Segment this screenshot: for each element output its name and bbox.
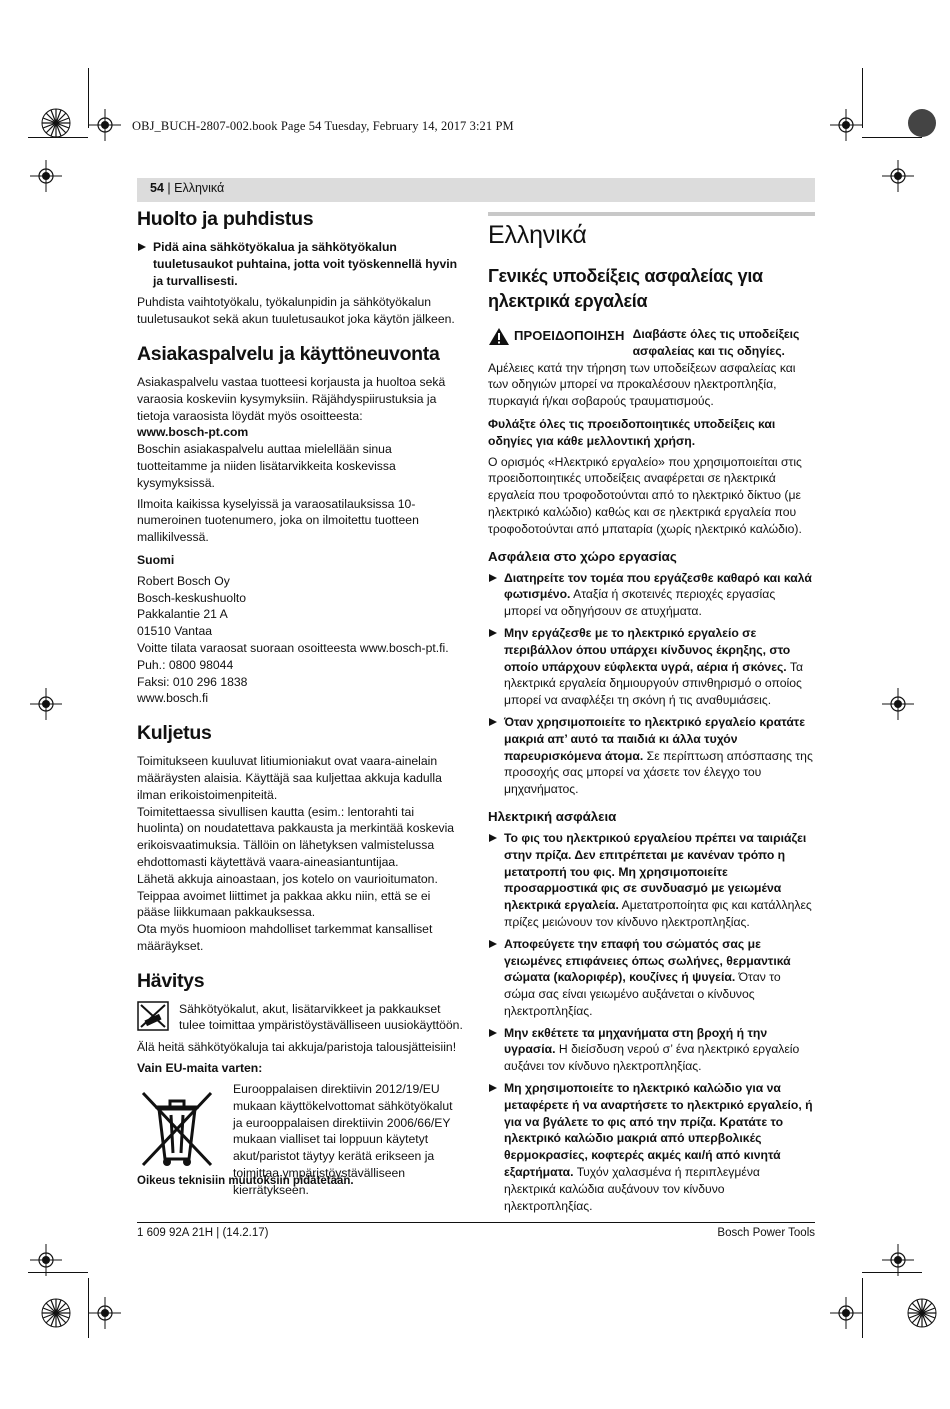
bullet-item: Διατηρείτε τον τομέα που εργάζεσθε καθαρό και καλά φωτισμένο. Αταξία ή σκοτεινές περιοχές εργασίας μπορεί να οδηγήσουν σε ατυχήματα. — [488, 570, 815, 620]
paragraph: Eurooppalaisen direktiivin 2012/19/EU mukaan käyttökelvottomat sähkötyökalut ja eurooppalaisen direktiivin 2006/66/EY mukaan vialliset tai loppuun käytetyt akut/paristot täytyy kerätä erikseen ja toimittaa ympäristöystävälliseen kierrätykseen. — [233, 1082, 453, 1197]
registration-target-icon — [830, 1297, 862, 1329]
crop-mark — [862, 68, 863, 128]
registration-target-icon — [30, 160, 62, 192]
paragraph: Asiakaspalvelu vastaa tuotteesi korjausta ja huoltoa sekä varaosia koskeviin kysymyksiin. Räjähdyspiirustuksia ja tietoja varaosista löydät myös osoitteesta: www.bosch-pt.com — [137, 374, 446, 440]
address-block: Robert Bosch Oy Bosch-keskushuolto Pakkalantie 21 A 01510 Vantaa Voitte tilata varaosat suoraan osoitteesta www.bosch-pt.fi. Puh.: 0800 98044 Faksi: 010 296 1838 www.bosch.fi — [137, 573, 449, 706]
warning-triangle-icon — [488, 327, 510, 346]
section-title: Asiakaspalvelu ja käyttöneuvonta — [137, 342, 440, 365]
bullet-arrow-icon — [489, 940, 497, 948]
paragraph: Lähetä akkuja ainoastaan, jos kotelo on vaurioitumaton. Teippaa avoimet liittimet ja pakkaa akku niin, että se ei pääse liikkumaan pakkauksessa. — [137, 871, 438, 920]
subsection-title: Ηλεκτρική ασφάλεια — [488, 808, 617, 824]
registration-mark-icon — [40, 107, 72, 139]
keep-instructions: Φυλάξτε όλες τις προειδοποιητικές υποδείξεις και οδηγίες για κάθε μελλοντική χρήση. — [488, 416, 776, 448]
eu-label: Vain EU-maita varten: — [137, 1061, 263, 1076]
registration-target-icon — [882, 688, 914, 720]
bullet-arrow-icon — [489, 1084, 497, 1092]
website-link[interactable]: www.bosch-pt.com — [137, 425, 249, 440]
warning-label: ΠΡΟΕΙΔΟΠΟΙΗΣΗ — [514, 327, 625, 343]
bullet-item: Pidä aina sähkötyökalua ja sähkötyökalun tuuletusaukot puhtaina, jotta voit työskennellä hyvin ja turvallisesti. — [137, 239, 463, 289]
bullet-arrow-icon — [489, 718, 497, 726]
bullet-arrow-icon — [489, 834, 497, 842]
country-label: Suomi — [137, 552, 175, 567]
registration-mark-icon — [906, 1297, 938, 1329]
bullet-item: Μη χρησιμοποιείτε το ηλεκτρικό καλώδιο για να μεταφέρετε ή να αναρτήσετε το ηλεκτρικό εργαλείο, ή για να βγάλετε το φις από την πρίζα. Κρατάτε το ηλεκτρικό καλώδιο μακριά από υπερβολικές θερμοκρασίες, κοφτερές ακμές και/ή από κινητά εξαρτήματα. Τυχόν χαλασμένα ή περιπλεγμένα ηλεκτρικά καλώδια αυξάνουν τον κίνδυνο ηλεκτροπληξίας. — [488, 1080, 815, 1214]
registration-target-icon — [89, 109, 121, 141]
language-title: Ελληνικά — [488, 221, 587, 249]
registration-target-icon — [830, 109, 862, 141]
bullet-item: Αποφεύγετε την επαφή του σώματός σας με γειωμένες επιφάνειες όπως σωλήνες, θερμαντικά σώματα (καλοριφέρ), κουζίνες ή ψυγεία. Όταν το σώμα σας είναι γειωμένο αυξάνεται ο κίνδυνος ηλεκτροπληξίας. — [488, 936, 815, 1020]
main-title: Γενικές υποδείξεις ασφαλείας για ηλεκτρικά εργαλεία — [488, 266, 763, 311]
registration-target-icon — [30, 688, 62, 720]
bullet-arrow-icon — [489, 1029, 497, 1037]
paragraph: Puhdista vaihtotyökalu, työkalunpidin ja sähkötyökalun tuuletusaukot sekä akun tuuletusaukot joka käytön jälkeen. — [137, 295, 455, 327]
bullet-item: Όταν χρησιμοποιείτε το ηλεκτρικό εργαλείο κρατάτε μακριά απ’ αυτό τα παιδιά κι άλλα τυχόν παρευρισκόμενα άτομα. Σε περίπτωση απόσπασης της προσοχής σας μπορεί να χάσετε τον έλεγχο του μηχανήματος. — [488, 714, 815, 798]
paragraph: Sähkötyökalut, akut, lisätarvikkeet ja pakkaukset tulee toimittaa ympäristöystävälliseen uusiokäyttöön. — [179, 1001, 463, 1033]
page-header: 54 | Ελληνικά — [150, 181, 225, 195]
paragraph: Älä heitä sähkötyökaluja tai akkuja/paristoja talousjätteisiin! — [137, 1040, 457, 1055]
warning-bold: Διαβάστε όλες τις υποδείξεις ασφαλείας και τις οδηγίες. — [632, 327, 800, 358]
print-meta-line: OBJ_BUCH-2807-002.book Page 54 Tuesday, February 14, 2017 3:21 PM — [132, 119, 514, 133]
registration-target-icon — [89, 1297, 121, 1329]
footer-brand: Bosch Power Tools — [717, 1227, 815, 1239]
page-number: 54 — [150, 181, 164, 195]
paragraph: Toimitukseen kuuluvat litiumioniakut ovat vaara-ainelain määräysten alaisia. Käyttäjä saa kuljettaa akkuja kadulla ilman erikoistoimenpiteitä. — [137, 754, 442, 802]
paragraph: Boschin asiakaspalvelu auttaa mielellään sinua tuotteitamme ja niiden lisätarvikkeita koskevissa kysymyksissä. — [137, 442, 396, 490]
header-section: Ελληνικά — [174, 181, 225, 195]
bullet-item: Μην εκθέτετε τα μηχανήματα στη βροχή ή την υγρασία. Η διείσδυση νερού σ’ ένα ηλεκτρικό εργαλείο αυξάνει τον κίνδυνο ηλεκτροπληξίας. — [488, 1025, 815, 1075]
footer-doc-number: 1 609 92A 21H | (14.2.17) — [137, 1227, 269, 1239]
bullet-item: Μην εργάζεσθε με το ηλεκτρικό εργαλείο σε περιβάλλον όπου υπάρχει κίνδυνος έκρηξης, στο οποίο υπάρχουν εύφλεκτα υγρά, αέρια ή σκόνες. Τα ηλεκτρικά εργαλεία δημιουργούν σπινθηρισμό ο οποίος μπορεί να αναφλέξει τη σκόνη ή τις αναθυμιάσεις. — [488, 625, 815, 709]
registration-solid-icon — [906, 107, 938, 139]
legal-note: Oikeus teknisiin muutoksiin pidätetään. — [137, 1175, 354, 1187]
no-household-waste-icon — [137, 1001, 169, 1036]
warning-text: Αμέλειες κατά την τήρηση των υποδείξεων ασφαλείας και των οδηγιών μπορεί να προκαλέσουν ηλεκτροπληξία, πυρκαγιά ή/και σοβαρούς τραυματισμούς. — [488, 360, 796, 409]
paragraph: Toimitettaessa sivullisen kautta (esim.: lentorahti tai huolinta) on noudatettava pakkausta ja merkintää koskevia erikoisvaatimuksia. Tällöin on lähetyksen valmistelussa ehdottomasti käytettävä vaara-aineasiantuntijaa. — [137, 804, 455, 869]
section-title: Kuljetus — [137, 722, 212, 745]
warning-block — [488, 326, 815, 360]
registration-target-icon — [882, 160, 914, 192]
section-title: Hävitys — [137, 969, 205, 992]
bullet-arrow-icon — [138, 243, 146, 251]
paragraph: Ota myös huomioon mahdolliset tarkemmat kansalliset määräykset. — [137, 922, 433, 953]
bullet-arrow-icon — [489, 629, 497, 637]
left-column — [137, 207, 463, 1203]
subsection-title: Ασφάλεια στο χώρο εργασίας — [488, 548, 677, 564]
definition: Ο ορισμός «Ηλεκτρικό εργαλείο» που χρησιμοποιείται στις προειδοποιητικές υποδείξεις αναφέρεται σε ηλεκτρικά εργαλεία που τροφοδοτούνται από το ηλεκτρικό δίκτυο (με ηλεκτρικό καλώδιο) καθώς και σε ηλεκτρικά εργαλεία που τροφοδοτούνται από μπαταρία (χωρίς ηλεκτρικό καλώδιο). — [488, 454, 802, 536]
bullet-item: Το φις του ηλεκτρικού εργαλείου πρέπει να ταιριάζει στην πρίζα. Δεν επιτρέπεται με κανέναν τρόπο η μετατροπή του φις. Μη χρησιμοποιείτε προσαρμοστικά φις σε συνδυασμό με γειωμένα ηλεκτρικά εργαλεία. Αμετατροποίητα φις και κατάλληλες πρίζες μειώνουν τον κίνδυνο ηλεκτροπληξίας. — [488, 830, 815, 931]
registration-mark-icon — [40, 1297, 72, 1329]
crop-mark — [862, 1278, 863, 1338]
paragraph: Ilmoita kaikissa kyselyissä ja varaosatilauksissa 10-numeroinen tuotenumero, joka on ilmoitettu tuotteen mallikilvessä. — [137, 496, 419, 545]
page-header-bar — [137, 178, 815, 202]
registration-target-icon — [30, 1244, 62, 1276]
footer-rule — [137, 1222, 815, 1223]
right-column — [488, 207, 815, 1219]
section-title: Huolto ja puhdistus — [137, 208, 314, 230]
registration-target-icon — [882, 1244, 914, 1276]
bullet-arrow-icon — [489, 574, 497, 582]
